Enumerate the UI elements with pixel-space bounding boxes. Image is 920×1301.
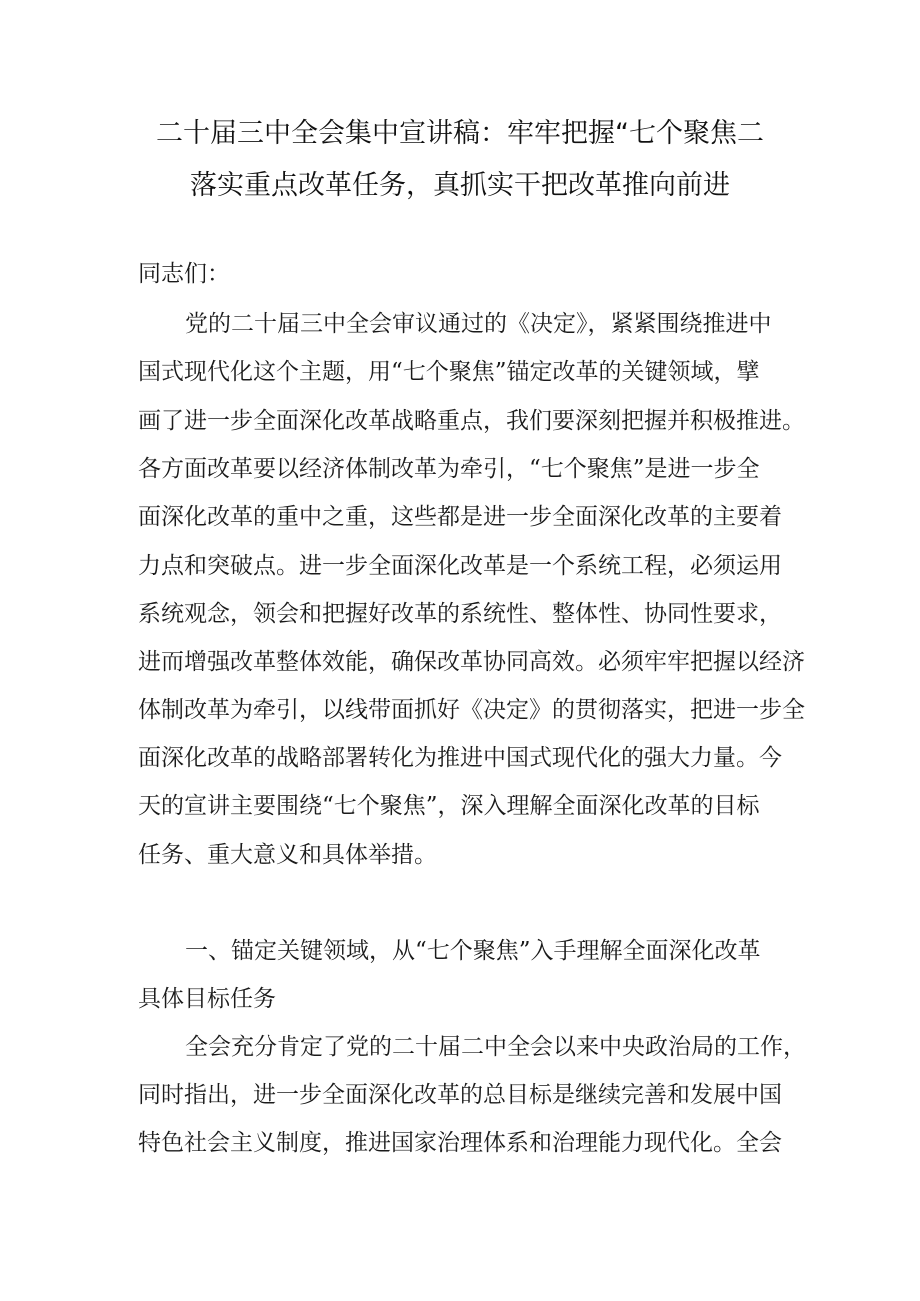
paragraph-1-line: 任务、重大意义和具体举措。 (138, 842, 437, 868)
title-line-1: 二十届三中全会集中宣讲稿：牢牢把握“七个聚焦二 (156, 118, 764, 149)
document-title (120, 108, 800, 212)
paragraph-2-line: 同时指出，进一步全面深化改革的总目标是继续完善和发展中国 (138, 1082, 782, 1108)
paragraph-1-line: 天的宣讲主要围绕“七个聚焦”，深入理解全面深化改革的目标 (138, 793, 760, 819)
salutation: 同志们： (138, 261, 230, 287)
paragraph-1-line: 各方面改革要以经济体制改革为牵引，“七个聚焦”是进一步全 (138, 456, 760, 482)
title-line-2: 落实重点改革任务，真抓实干把改革推向前进 (190, 170, 730, 201)
paragraph-1-line: 系统观念，领会和把握好改革的系统性、整体性、协同性要求， (138, 601, 782, 627)
paragraph-1-line: 党的二十届三中全会审议通过的《决定》，紧紧围绕推进中 (185, 311, 772, 337)
paragraph-1-line: 面深化改革的重中之重，这些都是进一步全面深化改革的主要着 (138, 504, 782, 530)
paragraph-1-line: 体制改革为牵引，以线带面抓好《决定》的贯彻落实，把进一步全 (138, 697, 805, 723)
paragraph-1-line: 面深化改革的战略部署转化为推进中国式现代化的强大力量。今 (138, 745, 782, 771)
paragraph-2-line: 特色社会主义制度，推进国家治理体系和治理能力现代化。全会 (138, 1130, 782, 1156)
section-heading-line: 具体目标任务 (138, 986, 276, 1012)
paragraph-1-line: 国式现代化这个主题，用“七个聚焦”锚定改革的关键领域，擘 (138, 359, 760, 385)
paragraph-1-line: 画了进一步全面深化改革战略重点，我们要深刻把握并积极推进。 (138, 408, 805, 434)
paragraph-1-line: 进而增强改革整体效能，确保改革协同高效。必须牢牢把握以经济 (138, 649, 805, 675)
paragraph-2-line: 全会充分肯定了党的二十届二中全会以来中央政治局的工作， (185, 1034, 806, 1060)
paragraph-1-line: 力点和突破点。进一步全面深化改革是一个系统工程，必须运用 (138, 553, 782, 579)
section-heading-line: 一、锚定关键领域，从“七个聚焦”入手理解全面深化改革 (185, 938, 761, 964)
